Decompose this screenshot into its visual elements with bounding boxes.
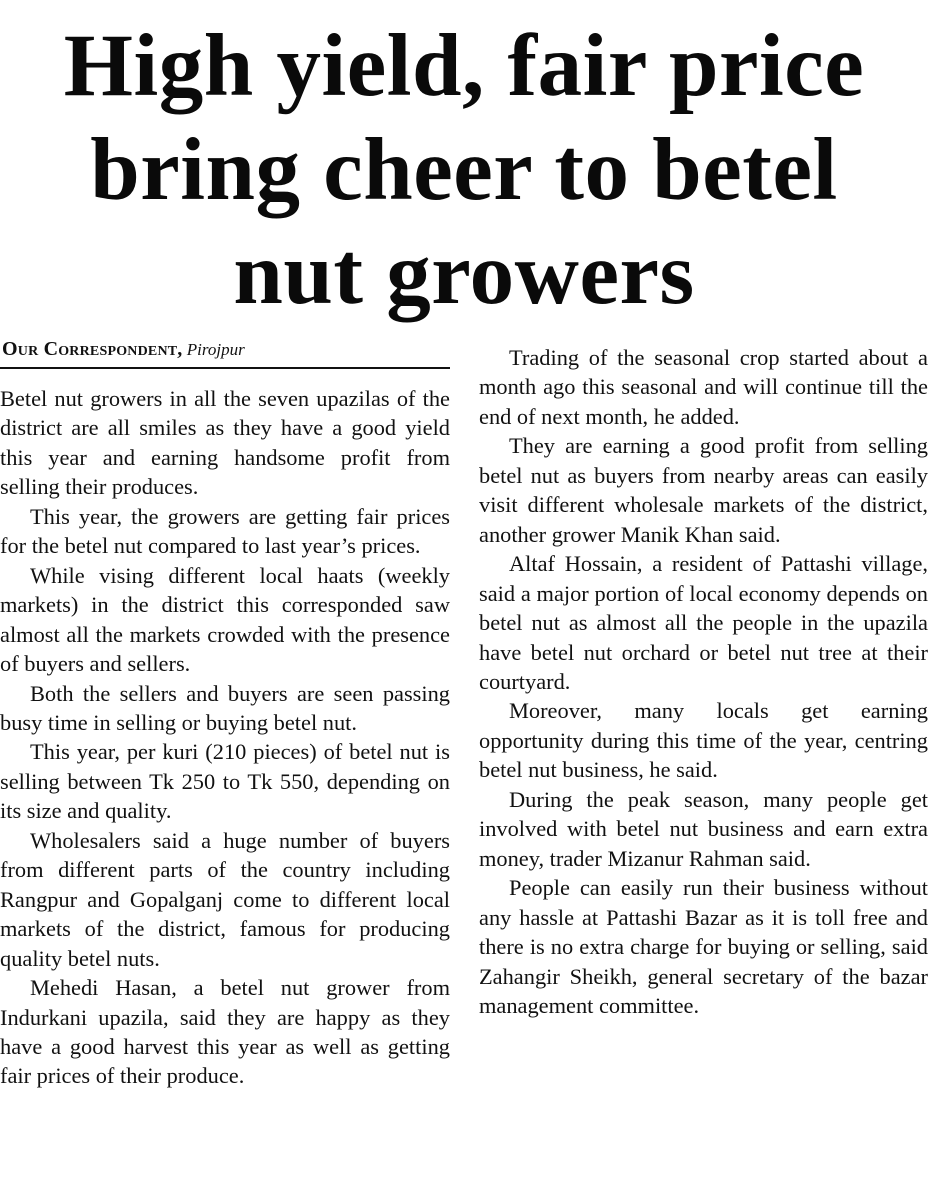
paragraph: During the peak season, many people get involved with betel nut business and earn extra money, trader Mizanur Rahman said. [479, 786, 928, 871]
article-headline [0, 14, 928, 326]
paragraph: Wholesalers said a huge number of buyers from different parts of the country including Rangpur and Gopalganj come to different local markets of the district, famous for producing quality betel nuts. [0, 827, 450, 971]
headline-line-3: nut growers [233, 225, 695, 323]
paragraph: People can easily run their business without any hassle at Pattashi Bazar as it is toll free and there is no extra charge for buying or selling, said Zahangir Sheikh, general secretary of the bazar management committee. [479, 875, 928, 1018]
headline-line-1: High yield, fair price [63, 17, 865, 115]
paragraph: Moreover, many locals get earning opportunity during this time of the year, centring betel nut business, he said. [479, 698, 928, 783]
paragraph: While vising different local haats (weekly markets) in the district this corresponded saw almost all the markets crowded with the presence of buyers and sellers. [0, 562, 450, 677]
article-column-left [0, 384, 450, 1091]
article-column-right [479, 343, 928, 1020]
byline-divider [0, 367, 450, 369]
paragraph: Trading of the seasonal crop started about a month ago this seasonal and will continue till the end of next month, he added. [479, 345, 928, 429]
headline-line-2: bring cheer to betel [90, 121, 838, 219]
byline [2, 336, 450, 363]
byline-location: Pirojpur [186, 340, 245, 359]
paragraph: This year, per kuri (210 pieces) of betel nut is selling between Tk 250 to Tk 550, depending on its size and quality. [0, 739, 450, 824]
paragraph: Altaf Hossain, a resident of Pattashi village, said a major portion of local economy depends on betel nut as almost all the people in the upazila have betel nut orchard or betel nut tree at their courtyard. [479, 551, 928, 694]
paragraph: Both the sellers and buyers are seen passing busy time in selling or buying betel nut. [0, 680, 450, 735]
paragraph: This year, the growers are getting fair prices for the betel nut compared to last year’s prices. [0, 503, 450, 559]
paragraph: Betel nut growers in all the seven upazilas of the district are all smiles as they have a good yield this year and earning handsome profit from selling their produces. [0, 386, 450, 500]
paragraph: Mehedi Hasan, a betel nut grower from Indurkani upazila, said they are happy as they have a good harvest this year as well as getting fair prices of their produce. [0, 975, 450, 1089]
byline-author: Our Correspondent, [2, 338, 183, 360]
paragraph: They are earning a good profit from selling betel nut as buyers from nearby areas can easily visit different wholesale markets of the district, another grower Manik Khan said. [479, 433, 928, 547]
